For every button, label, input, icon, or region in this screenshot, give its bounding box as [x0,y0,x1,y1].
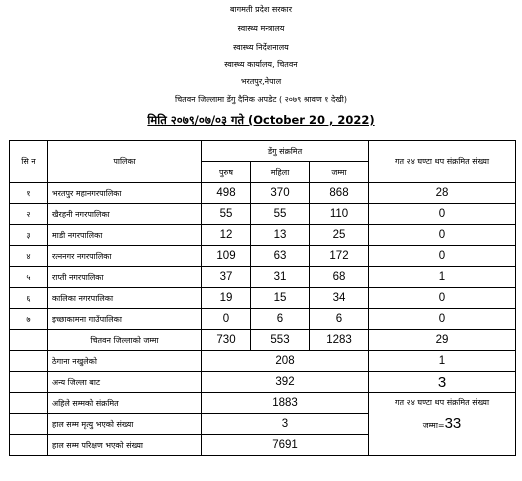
header-line-2: स्वास्थ्य मन्त्रालय [237,24,285,33]
report-date: मिति २०७९/०७/०३ गते (October 20 , 2022) [147,113,375,127]
row-palika: खैरहनी नगरपालिका [48,204,202,225]
total-infected-label: अहिले सम्मको संक्रमित [48,393,202,414]
deaths-label: हाल सम्म मृत्यु भएको संख्या [48,414,202,435]
col-header-male: पुरुष [202,162,251,183]
col-header-new-24h: गत २४ घण्टा थप संक्रमित संख्या [369,141,516,183]
dengue-table [9,140,516,456]
unknown-address-new-24h: 1 [369,351,516,372]
row-male: 498 [202,183,251,204]
row-palika: राप्ती नगरपालिका [48,267,202,288]
row-palika: कालिका नगरपालिका [48,288,202,309]
row-total: 110 [310,204,369,225]
col-header-sn: सि न [10,141,48,183]
header-line-5: भरतपुर,नेपाल [240,77,282,86]
row-sn: १ [10,183,48,204]
row-palika: माडी नगरपालिका [48,225,202,246]
district-total-label: चितवन जिल्लाको जम्मा [48,330,202,351]
total-infected-value: 1883 [202,393,369,414]
table-row [10,204,516,225]
unknown-address-value: 208 [202,351,369,372]
district-total-male: 730 [202,330,251,351]
other-district-row [10,372,516,393]
col-header-dengue: डेंगु संक्रमित [202,141,369,162]
table-row [10,309,516,330]
summary-label: गत २४ घण्टा थप संक्रमित संख्या [394,398,490,407]
row-sn: २ [10,204,48,225]
district-total-row [10,330,516,351]
row-new-24h: 1 [369,267,516,288]
table-row [10,183,516,204]
district-total-female: 553 [251,330,310,351]
summary-box [369,393,516,456]
row-new-24h: 0 [369,225,516,246]
total-infected-row [10,393,516,414]
tested-value: 7691 [202,435,369,456]
summary-total [369,415,515,432]
header-line-3: स्वास्थ्य निर्देशनालय [233,43,289,52]
row-total: 6 [310,309,369,330]
row-male: 12 [202,225,251,246]
tested-label: हाल सम्म परिक्षण भएको संख्या [48,435,202,456]
row-female: 55 [251,204,310,225]
col-header-female: महिला [251,162,310,183]
table-row [10,267,516,288]
row-male: 55 [202,204,251,225]
table-row [10,225,516,246]
deaths-value: 3 [202,414,369,435]
row-new-24h: 0 [369,288,516,309]
other-district-new-24h: 3 [369,372,516,393]
row-palika: इच्छाकामना गाउँपालिका [48,309,202,330]
row-female: 31 [251,267,310,288]
row-sn: ७ [10,309,48,330]
row-new-24h: 0 [369,204,516,225]
district-total-total: 1283 [310,330,369,351]
row-female: 63 [251,246,310,267]
row-new-24h: 28 [369,183,516,204]
row-male: 0 [202,309,251,330]
row-total: 172 [310,246,369,267]
district-total-new-24h: 29 [369,330,516,351]
row-new-24h: 0 [369,309,516,330]
row-male: 109 [202,246,251,267]
row-new-24h: 0 [369,246,516,267]
unknown-address-label: ठेगाना नखुलेको [48,351,202,372]
row-total: 25 [310,225,369,246]
row-palika: भरतपुर महानगरपालिका [48,183,202,204]
row-male: 19 [202,288,251,309]
summary-total-prefix: जम्मा= [422,421,445,430]
unknown-address-row [10,351,516,372]
header-line-1: बागमती प्रदेश सरकार [229,5,293,14]
row-total: 868 [310,183,369,204]
header-line-4: स्वास्थ्य कार्यालय, चितवन [224,60,298,69]
row-sn: ३ [10,225,48,246]
row-sn: ६ [10,288,48,309]
table-row [10,288,516,309]
other-district-label: अन्य जिल्ला बाट [48,372,202,393]
table-row [10,246,516,267]
col-header-palika: पालिका [48,141,202,183]
other-district-value: 392 [202,372,369,393]
row-palika: रत्ननगर नगरपालिका [48,246,202,267]
summary-total-value: 33 [444,415,462,432]
row-male: 37 [202,267,251,288]
row-female: 6 [251,309,310,330]
header-line-6: चितवन जिल्लामा डेंगु दैनिक अपडेट ( २०७९ श्रावण १ देखी) [175,95,347,104]
row-female: 13 [251,225,310,246]
row-total: 34 [310,288,369,309]
row-sn: ४ [10,246,48,267]
row-female: 370 [251,183,310,204]
row-total: 68 [310,267,369,288]
row-sn: ५ [10,267,48,288]
row-female: 15 [251,288,310,309]
col-header-total: जम्मा [310,162,369,183]
